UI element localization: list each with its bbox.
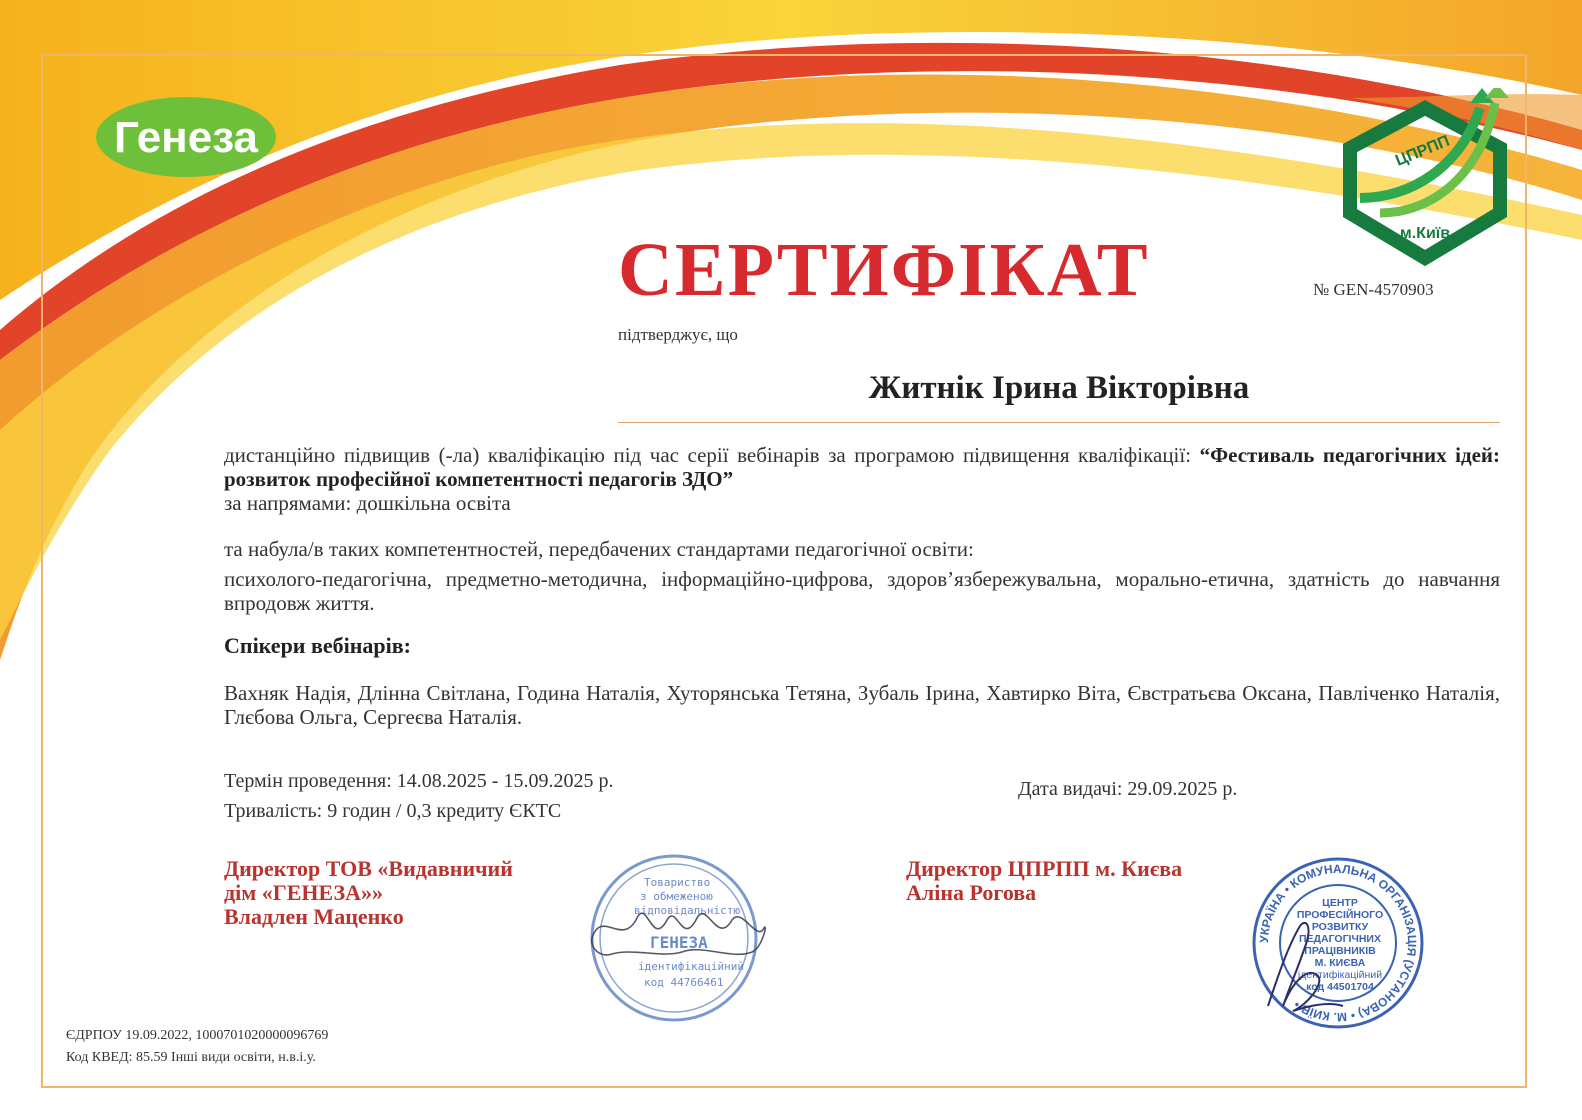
cprpp-stamp-line-1: ЦЕНТР [1322, 897, 1358, 909]
competencies-list: психолого-педагогічна, предметно-методична, інформаційно-цифрова, здоров’язбережувальна, морально-етична, здатність до навчання впродовж життя. [224, 567, 1500, 615]
cprpp-stamp-line-6: М. КИЄВА [1314, 957, 1366, 969]
cprpp-stamp-line-8: код 44501704 [1306, 981, 1374, 993]
qualification-paragraph [224, 443, 1500, 491]
cprpp-stamp-line-4: ПЕДАГОГІЧНИХ [1299, 933, 1381, 945]
certificate-title: СЕРТИФІКАТ [618, 228, 1150, 312]
qualification-text: дистанційно підвищив (-ла) кваліфікацію під час серії вебінарів за програмою підвищення кваліфікації: [224, 443, 1200, 467]
geneza-stamp-line-6: код 44766461 [644, 976, 724, 989]
cprpp-stamp-line-5: ПРАЦІВНИКІВ [1304, 945, 1376, 957]
signature-left [224, 857, 564, 929]
recipient-name: Житнік Ірина Вікторівна [868, 370, 1250, 406]
geneza-logo-text: Генеза [114, 113, 258, 162]
cprpp-logo-city: м.Київ [1399, 225, 1451, 242]
geneza-stamp-line-2: з обмеженою [640, 890, 713, 903]
signature-right-name: Аліна Рогова [906, 880, 1037, 905]
cprpp-stamp-ring-text: УКРАЇНА • КОМУНАЛЬНА ОРГАНІЗАЦІЯ (УСТАНОВА) • М. КИЇВ • [1256, 861, 1420, 1025]
signature-right-title: Директор ЦПРПП м. Києва [906, 856, 1183, 881]
cprpp-stamp-line-2: ПРОФЕСІЙНОГО [1296, 909, 1384, 921]
signature-left-title-1: Директор ТОВ «Видавничий [224, 856, 513, 881]
signature-left-title-2: дім «ГЕНЕЗА»» [224, 880, 383, 905]
footer-kved: Код КВЕД: 85.59 Інші види освіти, н.в.і.у. [66, 1050, 316, 1065]
cprpp-logo-text: ЦПРПП [1393, 132, 1453, 170]
signature-right [906, 857, 1246, 905]
geneza-stamp-line-3: відповідальністю [634, 904, 740, 917]
certificate-number: № GEN-4570903 [1313, 280, 1434, 299]
issue-date: Дата видачі: 29.09.2025 р. [1018, 778, 1238, 800]
recipient-underline [618, 422, 1500, 423]
term-text: Термін проведення: 14.08.2025 - 15.09.2025 р. [224, 770, 614, 792]
cprpp-stamp [1248, 856, 1428, 1031]
cprpp-stamp-line-3: РОЗВИТКУ [1311, 921, 1369, 933]
duration-text: Тривалість: 9 годин / 0,3 кредиту ЄКТС [224, 800, 562, 822]
program-title: “Фестиваль педагогічних ідей: розвиток професійної компетентності педагогів ЗДО” [224, 443, 1500, 491]
cprpp-logo [1340, 88, 1510, 273]
directions-text: за напрямами: дошкільна освіта [224, 491, 511, 515]
cprpp-stamp-line-7: ідентифікаційний [1297, 969, 1383, 981]
geneza-stamp-line-1: Товариство [644, 876, 711, 889]
signature-left-name: Владлен Маценко [224, 904, 404, 929]
speakers-list: Вахняк Надія, Длінна Світлана, Година Наталія, Хуторянська Тетяна, Зубаль Ірина, Хавтирко Віта, Євстратьєва Оксана, Павліченко Наталія, Глєбова Ольга, Сергеєва Наталія. [224, 681, 1500, 729]
competencies-intro: та набула/в таких компетентностей, передбачених стандартами педагогічної освіти: [224, 537, 974, 561]
geneza-stamp-line-5: ідентифікаційний [638, 960, 744, 973]
footer-edrpou: ЄДРПОУ 19.09.2022, 1000701020000096769 [66, 1028, 329, 1043]
speakers-heading: Спікери вебінарів: [224, 633, 411, 658]
confirms-text: підтверджує, що [618, 325, 738, 344]
geneza-stamp-line-4: ГЕНЕЗА [650, 933, 708, 952]
geneza-logo [94, 96, 278, 178]
geneza-stamp [582, 848, 772, 1028]
